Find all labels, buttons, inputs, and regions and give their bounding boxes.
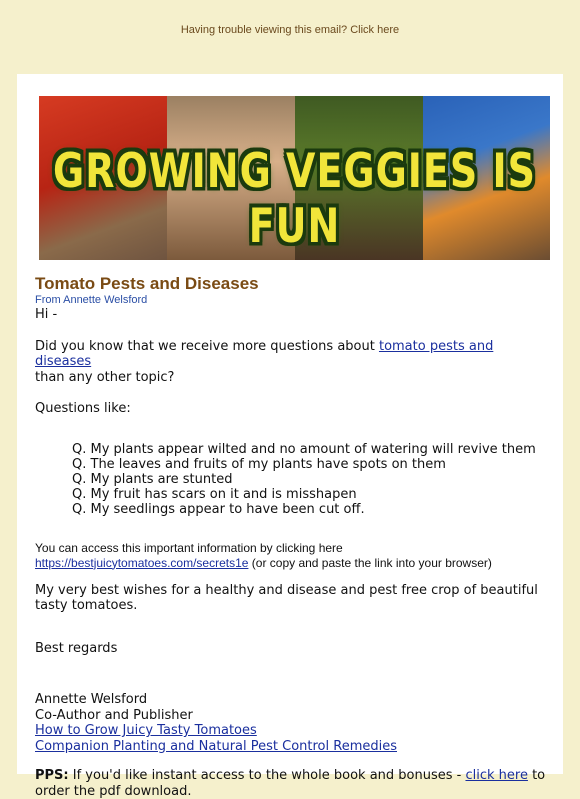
email-title: Tomato Pests and Diseases — [35, 274, 259, 293]
list-item: Q. My fruit has scars on it and is misshapen — [72, 486, 357, 502]
list-item: Q. The leaves and fruits of my plants have spots on them — [72, 456, 446, 472]
pps-label: PPS: — [35, 768, 69, 783]
intro-text: Did you know that we receive more questions about — [35, 338, 379, 354]
intro-paragraph — [35, 339, 550, 386]
regards: Best regards — [35, 640, 118, 656]
list-item: Q. My seedlings appear to have been cut off. — [72, 501, 365, 517]
list-item: Q. My plants appear wilted and no amount of watering will revive them — [72, 441, 536, 457]
email-from: From Annette Welsford — [35, 294, 148, 306]
pps-text-end: to order the pdf download. — [35, 768, 546, 799]
tomato-pests-link[interactable]: tomato pests and diseases — [35, 338, 494, 369]
signature-name: Annette Welsford — [35, 692, 148, 707]
intro-text-end: than any other topic? — [35, 369, 175, 385]
view-in-browser-link[interactable]: Having trouble viewing this email? Click here — [180, 24, 400, 36]
email-body — [35, 274, 550, 799]
access-url-link[interactable]: https://bestjuicytomatoes.com/secrets1e — [35, 555, 249, 570]
access-suffix: (or copy and paste the link into your browser) — [248, 555, 492, 570]
wishes-paragraph: My very best wishes for a healthy and disease and pest free crop of beautiful tasty tomatoes. — [35, 582, 538, 613]
signature-role: Co-Author and Publisher — [35, 707, 193, 723]
signature — [35, 692, 550, 754]
email-card — [17, 74, 563, 799]
list-item: Q. My plants are stunted — [72, 471, 233, 487]
pps-text: If you'd like instant access to the whole book and bonuses - — [68, 768, 466, 783]
questions-label: Questions like: — [35, 401, 131, 416]
juicy-tomatoes-link[interactable]: How to Grow Juicy Tasty Tomatoes — [35, 723, 257, 738]
banner-title: GROWING VEGGIES IS FUN — [53, 143, 536, 253]
header-banner — [39, 96, 550, 260]
access-paragraph — [35, 541, 550, 571]
pps-paragraph — [35, 768, 550, 799]
greeting: Hi - — [35, 307, 58, 322]
click-here-link[interactable]: click here — [465, 768, 528, 783]
companion-planting-link[interactable]: Companion Planting and Natural Pest Control Remedies — [35, 738, 397, 754]
top-bar — [0, 0, 580, 62]
access-text: You can access this important information by clicking here — [35, 540, 343, 555]
questions-list — [35, 442, 550, 517]
